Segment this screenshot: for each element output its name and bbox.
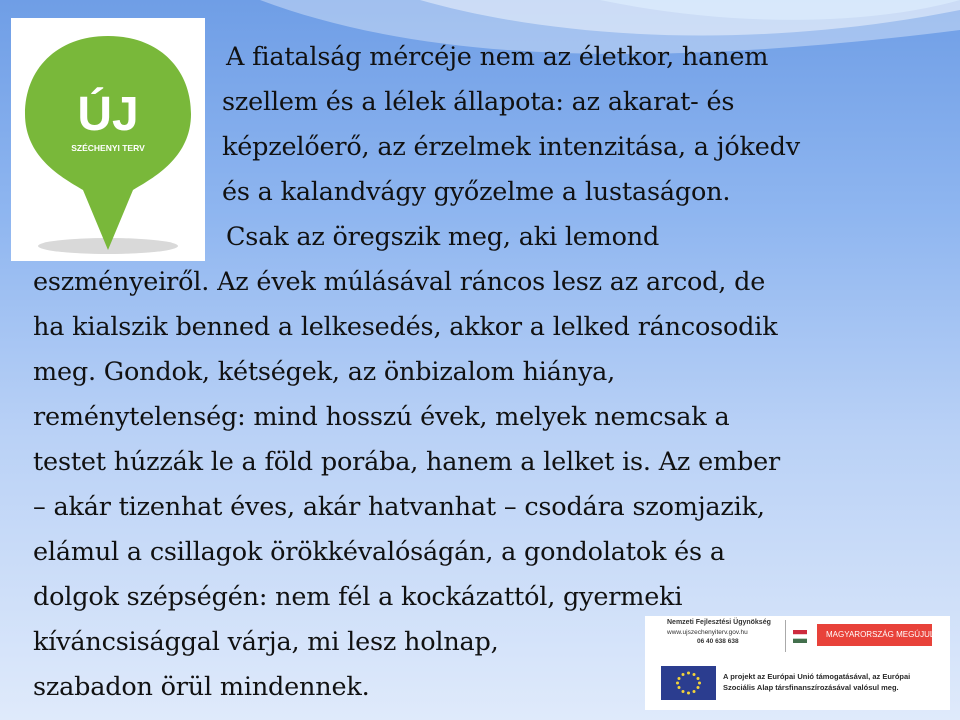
hungarian-flag-icon [793, 630, 807, 643]
agency-name: Nemzeti Fejlesztési Ügynökség [667, 619, 771, 626]
eu-text-line-2: Szociális Alap társfinanszírozásával valósul meg. [723, 683, 899, 692]
eu-flag-icon [661, 666, 716, 700]
text-line: elámul a csillagok örökkévalóságán, a gondolatok és a [33, 537, 725, 567]
agency-phone: 06 40 638 638 [697, 638, 739, 645]
text-line: és a kalandvágy győzelme a lustaságon. [222, 177, 731, 207]
logo-subtext: SZÉCHENYI TERV [71, 143, 145, 153]
funding-info-box [645, 616, 950, 710]
text-line: szellem és a lélek állapota: az akarat- és [222, 87, 735, 117]
text-line: kíváncsisággal várja, mi lesz holnap, [33, 627, 499, 657]
text-line: testet húzzák le a föld porába, hanem a lelket is. Az ember [33, 447, 780, 477]
text-line: Csak az öregszik meg, aki lemond [226, 222, 660, 252]
eu-text-line-1: A projekt az Európai Unió támogatásával, az Európai [723, 672, 911, 681]
text-line: – akár tizenhat éves, akár hatvanhat – csodára szomjazik, [33, 492, 765, 522]
divider [785, 620, 786, 652]
text-line: dolgok szépségén: nem fél a kockázattól, gyermeki [33, 582, 683, 612]
text-line: meg. Gondok, kétségek, az önbizalom hiánya, [33, 357, 616, 387]
agency-website: www.ujszechenyiterv.gov.hu [667, 629, 748, 636]
banner-text: MAGYARORSZÁG MEGÚJUL [826, 630, 935, 639]
text-line: reménytelenség: mind hosszú évek, melyek nemcsak a [33, 402, 730, 432]
logo-text: ÚJ [77, 88, 139, 141]
text-line: szabadon örül mindennek. [33, 672, 370, 702]
text-line: eszményeiről. Az évek múlásával ráncos lesz az arcod, de [33, 267, 766, 297]
text-line: ha kialszik benned a lelkesedés, akkor a lelked ráncosodik [33, 312, 778, 342]
text-line: A fiatalság mércéje nem az életkor, hanem [226, 42, 769, 72]
text-line: képzelőerő, az érzelmek intenzitása, a jókedv [222, 132, 800, 162]
banner-badge [817, 624, 935, 646]
